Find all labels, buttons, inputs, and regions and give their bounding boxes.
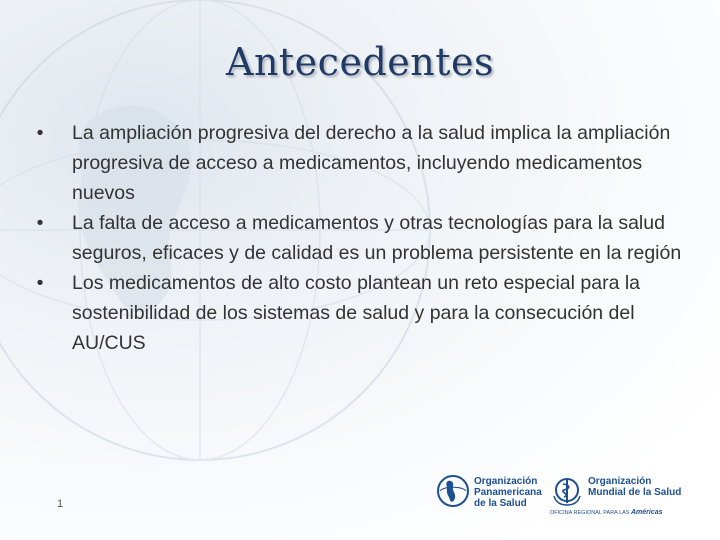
paho-name-line: Organización	[474, 476, 538, 487]
paho-name-line: Panamericana	[474, 487, 542, 498]
paho-name	[474, 476, 542, 509]
bullet-text: La ampliación progresiva del derecho a la salud implica la ampliación progresiva de acceso a medicamentos, incluyendo medicamentos nuevos	[72, 122, 671, 204]
bullet-marker: •	[36, 122, 44, 144]
page-number: 1	[57, 498, 64, 510]
bullet-marker: •	[36, 212, 44, 234]
bullet-item	[30, 208, 690, 268]
paho-emblem-icon	[436, 474, 470, 508]
bullet-marker: •	[36, 272, 44, 294]
who-region-prefix: OFICINA REGIONAL PARA LAS	[550, 510, 630, 516]
footer-logos	[436, 472, 686, 522]
bullet-text: Los medicamentos de alto costo plantean un reto especial para la sostenibilidad de los sistemas de salud y para la consecución del AU/CUS	[72, 272, 641, 354]
bullet-item	[30, 268, 690, 358]
who-name-line: Mundial de la Salud	[588, 487, 682, 498]
who-region-name: Américas	[631, 509, 663, 516]
who-logo	[550, 472, 686, 522]
paho-logo	[436, 472, 546, 522]
slide-title: Antecedentes	[226, 40, 494, 84]
bullet-item	[30, 118, 690, 208]
bullet-text: La falta de acceso a medicamentos y otras tecnologías para la salud seguros, eficaces y de calidad es un problema persistente en la región	[72, 212, 682, 264]
who-emblem-icon	[550, 474, 584, 508]
who-name	[588, 476, 681, 498]
who-name-line: Organización	[588, 476, 652, 487]
paho-name-line: de la Salud	[474, 498, 527, 509]
bullet-list	[30, 118, 690, 358]
who-region	[550, 509, 663, 516]
